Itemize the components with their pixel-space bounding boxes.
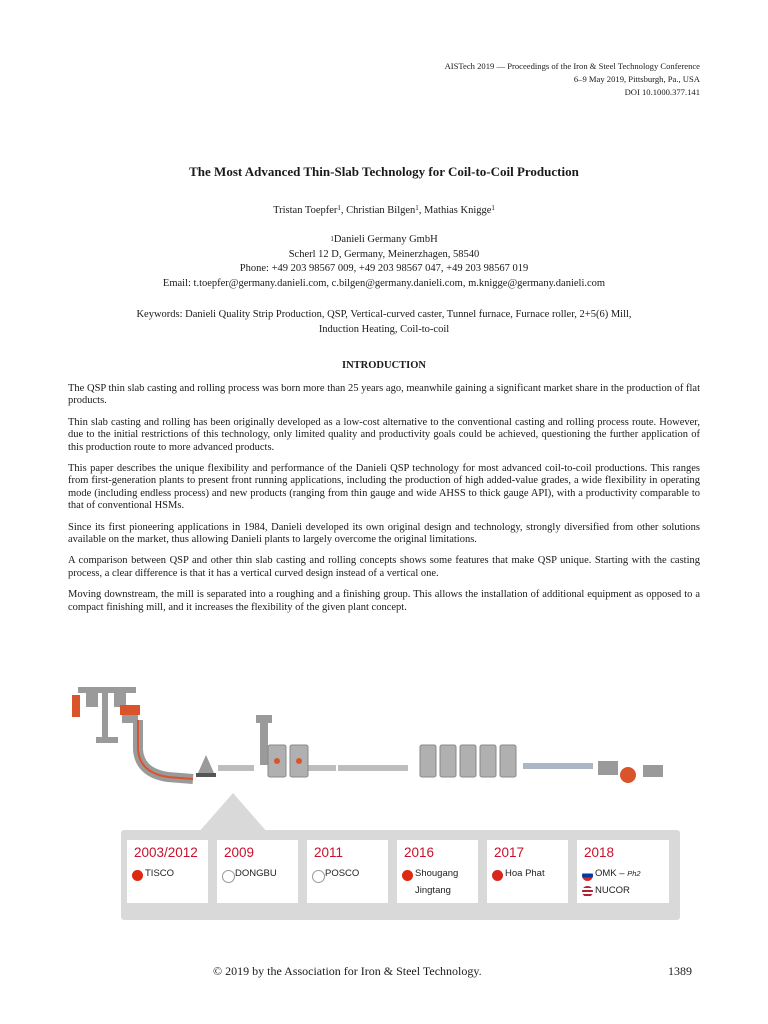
flag-russia-icon	[582, 870, 593, 881]
header-line-3: DOI 10.1000.377.141	[624, 87, 700, 97]
paragraph: Since its first pioneering applications in 1984, Danieli developed its own original design and technology, strongly diversified from other solutions available on the market, thus allowing Danieli plants to largely overcome the original limitations.	[68, 521, 700, 546]
author-affil-sup: 1	[337, 204, 341, 212]
timeline-year: 2018	[584, 845, 615, 860]
flag-china-icon	[132, 870, 143, 881]
timeline-plant: DONGBU	[235, 868, 277, 879]
flag-vietnam-icon	[492, 870, 503, 881]
timeline-plant: TISCO	[145, 868, 175, 879]
flag-korea-icon	[222, 870, 235, 883]
flag-usa-icon	[582, 886, 593, 897]
timeline-plant	[595, 868, 641, 879]
section-heading: INTRODUCTION	[341, 360, 426, 371]
affil-address: Scherl 12 D, Germany, Meinerzhagen, 58540	[288, 248, 480, 260]
timeline-plant: Jingtang	[415, 885, 451, 896]
timeline-plant: Hoa Phat	[505, 868, 545, 879]
timeline-year: 2009	[224, 845, 255, 860]
paragraph: Thin slab casting and rolling has been originally developed as a low-cost alternative to the conventional casting and rolling process route. However, due to the initial restrictions of this technology, only limited quality and productivity goals could be achieved, questioning the further application of this production route to more advanced products.	[68, 416, 700, 453]
header-line-2: 6–9 May 2019, Pittsburgh, Pa., USA	[573, 74, 700, 84]
timeline-plant-name: OMK –	[595, 868, 625, 879]
plant-line-illustration	[68, 675, 700, 835]
plant-figure	[68, 675, 700, 930]
author-sep: ,	[340, 205, 347, 216]
header-line-1: AISTech 2019 — Proceedings of the Iron & Steel Technology Conference	[444, 61, 700, 71]
timeline-note: Ph2	[627, 869, 641, 878]
timeline-card	[217, 840, 298, 903]
paragraph: Moving downstream, the mill is separated into a roughing and a finishing group. This allows the installation of additional equipment as opposed to a compact finishing mill, and it increases the flexibility of the given plant concept.	[68, 589, 700, 613]
timeline-year: 2011	[314, 845, 344, 860]
page-number: 1389	[668, 964, 692, 978]
callout-pointer	[198, 793, 268, 833]
keywords-line-2: Induction Heating, Coil-to-coil	[318, 323, 450, 335]
timeline-card	[487, 840, 568, 903]
timeline-plant: NUCOR	[595, 885, 630, 896]
author-sep: ,	[418, 205, 425, 216]
keywords-line-1: Keywords: Danieli Quality Strip Production, QSP, Vertical-curved caster, Tunnel furnace, Furnace roller, 2+5(6) Mill,	[136, 309, 632, 320]
flag-china-icon	[402, 870, 413, 881]
coiler	[598, 761, 663, 783]
timeline-card	[307, 840, 388, 903]
timeline-card	[397, 840, 478, 903]
shear-unit	[198, 755, 214, 773]
timeline-card	[127, 840, 208, 903]
timeline-plant: Shougang	[415, 868, 459, 879]
paragraph: A comparison between QSP and other thin slab casting and rolling concepts shows some features that make QSP unique. Starting with the casting process, a clear difference is that it has a vertical curved design instead of a vertical one.	[68, 555, 700, 579]
finishing-mill	[420, 745, 516, 777]
paragraph: This paper describes the unique flexibility and performance of the Danieli QSP technology for most advanced coil-to-coil productions. This ranges from first-generation plants to present front running applications, including the production of high added-value grades, a wide flexibility in operating mode (including endless process) and new products (ranging from thin gauge and wide AHSS to thick gauge API), with a productivity comparable to that of conventional HSMs.	[68, 463, 700, 512]
timeline-year: 2017	[494, 845, 525, 860]
curved-caster	[138, 720, 193, 779]
timeline-year: 2016	[404, 845, 435, 860]
paragraph: The QSP thin slab casting and rolling process was born more than 25 years ago, meanwhile gaining a significant market share in the production of flat products.	[68, 383, 700, 407]
flag-korea-icon	[312, 870, 325, 883]
affil-email: Email: t.toepfer@germany.danieli.com, c.bilgen@germany.danieli.com, m.knigge@germany.danieli.com	[162, 277, 606, 289]
conference-header	[445, 60, 700, 99]
affil-phone: Phone: +49 203 98567 009, +49 203 98567 047, +49 203 98567 019	[239, 263, 529, 274]
author-name: Mathias Knigge	[424, 205, 492, 216]
author-name: Christian Bilgen	[346, 205, 416, 216]
keywords	[70, 308, 698, 337]
affil-company: Danieli Germany GmbH	[333, 234, 438, 245]
ladle-turret	[72, 687, 140, 743]
affil-sup: 1	[330, 235, 334, 243]
timeline-plant: POSCO	[325, 868, 360, 879]
author-affil-sup: 1	[415, 204, 419, 212]
affiliation-block	[0, 233, 768, 291]
body-text	[68, 383, 700, 623]
timeline-card	[577, 840, 669, 903]
timeline-panel	[121, 830, 680, 920]
author-affil-sup: 1	[491, 204, 495, 212]
paper-title: The Most Advanced Thin-Slab Technology for Coil-to-Coil Production	[189, 164, 579, 179]
author-name: Tristan Toepfer	[273, 205, 338, 216]
footer-copyright: © 2019 by the Association for Iron & Steel Technology.	[213, 964, 482, 978]
timeline-year: 2003/2012	[134, 845, 198, 860]
author-list	[0, 205, 768, 216]
